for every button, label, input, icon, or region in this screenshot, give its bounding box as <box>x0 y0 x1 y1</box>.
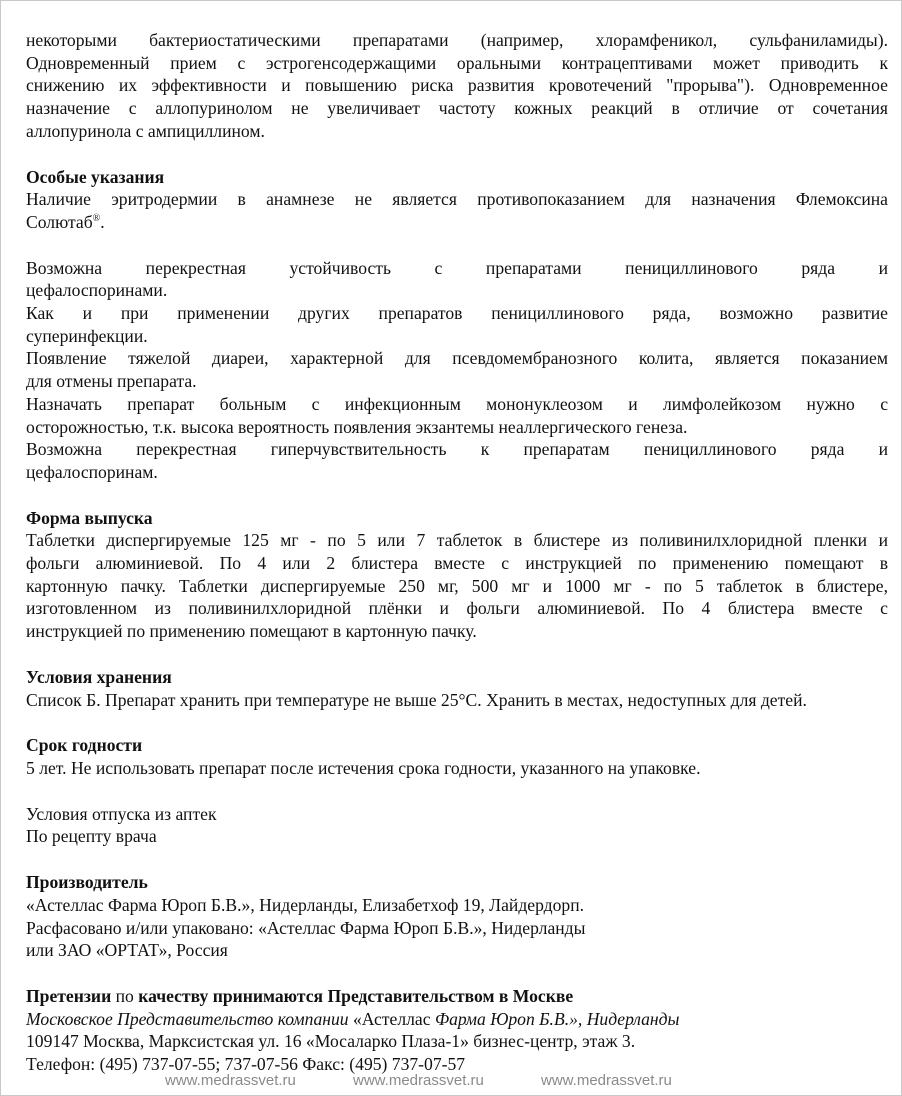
shelf-life-section <box>26 734 888 779</box>
special-b1-line-2: цефалоспоринами. <box>26 280 168 301</box>
manufacturer-line-1: «Астеллас Фарма Юроп Б.В.», Нидерланды, Елизабетхоф 19, Лайдердорп. <box>26 894 585 915</box>
manufacturer-line-3: или ЗАО «ОРТАТ», Россия <box>26 940 228 961</box>
drug-name: Солютаб <box>26 211 93 232</box>
form-line-5: инструкцией по применению помещают в картонную пачку. <box>26 621 477 642</box>
spacer <box>26 484 888 507</box>
document-page <box>26 29 888 1076</box>
spacer <box>26 143 888 166</box>
manufacturer-section <box>26 871 888 962</box>
claims-line-1 <box>26 1008 888 1031</box>
shelf-text: 5 лет. Не использовать препарат после истечения срока годности, указанного на упаковке. <box>26 757 701 778</box>
special-b3-line-1: Появление тяжелой диареи, характерной для псевдомембранозного колита, является показанием <box>26 348 888 369</box>
storage-text: Список Б. Препарат хранить при температуре не выше 25°С. Хранить в местах, недоступных для детей. <box>26 689 807 710</box>
shelf-heading: Срок годности <box>26 735 143 756</box>
release-form-section <box>26 507 888 643</box>
footer-url-3: www.medrassvet.ru <box>541 1072 672 1089</box>
interactions-line-5: аллопуринола с ампициллином. <box>26 120 265 141</box>
spacer <box>26 962 888 985</box>
claims-heading-part-3: качеству принимаются Представительством в Москве <box>138 985 574 1006</box>
special-b2-line-1: Как и при применении других препаратов пенициллинового ряда, возможно развитие <box>26 303 888 324</box>
interactions-line-1: некоторыми бактериостатическими препаратами (например, хлорамфеникол, сульфаниламиды). <box>26 30 888 50</box>
claims-address: 109147 Москва, Марксистская ул. 16 «Мосаларко Плаза-1» бизнес-центр, этаж 3. <box>26 1031 636 1052</box>
storage-heading: Условия хранения <box>26 666 172 687</box>
special-b3-line-2: для отмены препарата. <box>26 371 197 392</box>
spacer <box>26 848 888 871</box>
spacer <box>26 780 888 803</box>
footer-url-2: www.medrassvet.ru <box>353 1072 484 1089</box>
form-line-3: картонную пачку. Таблетки диспергируемые 250 мг, 500 мг и 1000 мг - по 5 таблеток в блистере, <box>26 575 888 596</box>
dispensing-section <box>26 803 888 848</box>
special-line-2 <box>26 211 888 234</box>
registered-mark: ® <box>92 213 101 225</box>
interactions-section <box>26 29 888 143</box>
spacer <box>26 711 888 734</box>
interactions-line-2: Одновременный прием с эстрогенсодержащими оральными контрацептивами может приводить к <box>26 52 888 73</box>
form-heading: Форма выпуска <box>26 507 153 528</box>
special-heading: Особые указания <box>26 166 165 187</box>
claims-heading-part-1: Претензии <box>26 985 112 1006</box>
interactions-line-3: снижению их эффективности и повышению риска развития кровотечений "прорыва"). Одновременное <box>26 75 888 96</box>
claims-office: Московское Представительство компании <box>26 1008 353 1029</box>
form-line-1: Таблетки диспергируемые 125 мг - по 5 или 7 таблеток в блистере из поливинилхлоридной пленки и <box>26 530 888 551</box>
claims-heading-part-2: по <box>111 985 139 1006</box>
form-line-2: фольги алюминиевой. По 4 или 2 блистера вместе с инструкцией по применению помещают в <box>26 553 888 574</box>
claims-heading <box>26 985 888 1008</box>
claims-phone: Телефон: (495) 737-07-55; 737-07-56 Факс: (495) 737-07-57 <box>26 1054 466 1075</box>
spacer <box>26 643 888 666</box>
manufacturer-line-2: Расфасовано и/или упаковано: «Астеллас Фарма Юроп Б.В.», Нидерланды <box>26 917 586 938</box>
claims-section <box>26 985 888 1076</box>
footer-url-1: www.medrassvet.ru <box>165 1072 296 1089</box>
special-line-1: Наличие эритродермии в анамнезе не является противопоказанием для назначения Флемоксина <box>26 189 888 210</box>
dispense-line-1: Условия отпуска из аптек <box>26 803 217 824</box>
special-b4-line-1: Назначать препарат больным с инфекционным мононуклеозом и лимфолейкозом нужно с <box>26 393 888 414</box>
special-b1-line-1: Возможна перекрестная устойчивость с препаратами пенициллинового ряда и <box>26 257 888 278</box>
claims-company-start: «Астеллас <box>352 1008 435 1029</box>
special-b4-line-2: осторожностью, т.к. высока вероятность появления экзантемы неаллергического генеза. <box>26 416 688 437</box>
storage-section <box>26 666 888 711</box>
interactions-line-4: назначение с аллопуринолом не увеличивает частоту кожных реакций в отличие от сочетания <box>26 98 888 119</box>
manufacturer-heading: Производитель <box>26 872 148 893</box>
special-instructions-section <box>26 166 888 484</box>
dispense-line-2: По рецепту врача <box>26 826 157 847</box>
special-b5-line-1: Возможна перекрестная гиперчувствительность к препаратам пенициллинового ряда и <box>26 439 888 460</box>
claims-company-end: Фарма Юроп Б.В.», Нидерланды <box>434 1008 680 1029</box>
special-b2-line-2: суперинфекции. <box>26 325 148 346</box>
spacer <box>26 234 888 257</box>
special-b5-line-2: цефалоспоринам. <box>26 461 158 482</box>
period: . <box>100 211 105 232</box>
form-line-4: изготовленном из поливинилхлоридной плёнки и фольги алюминиевой. По 4 блистера вместе с <box>26 598 888 619</box>
